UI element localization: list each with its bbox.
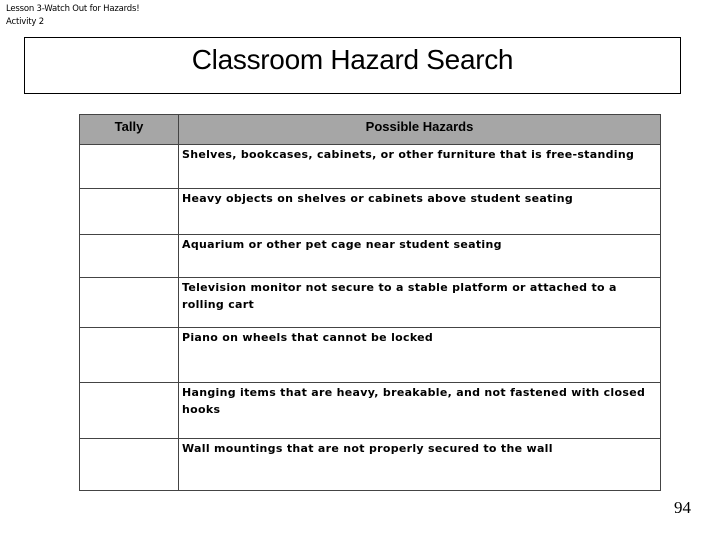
page-number: 94 [674,498,691,517]
tally-cell[interactable] [80,235,179,278]
title-box [24,37,681,94]
column-header-hazards: Possible Hazards [179,115,661,145]
activity-label: Activity 2 [6,17,44,27]
hazard-cell: Heavy objects on shelves or cabinets above student seating [179,189,661,235]
column-header-tally: Tally [80,115,179,145]
hazard-cell: Wall mountings that are not properly secured to the wall [179,439,661,491]
lesson-label: Lesson 3-Watch Out for Hazards! [6,4,140,14]
hazard-cell: Piano on wheels that cannot be locked [179,328,661,383]
table-row [80,439,661,491]
hazard-cell: Aquarium or other pet cage near student seating [179,235,661,278]
tally-cell[interactable] [80,439,179,491]
table-row [80,383,661,439]
table-row [80,328,661,383]
table-row [80,278,661,328]
tally-cell[interactable] [80,383,179,439]
table-row [80,235,661,278]
hazard-cell: Shelves, bookcases, cabinets, or other furniture that is free-standing [179,145,661,189]
page-title: Classroom Hazard Search [191,44,514,75]
table-row [80,145,661,189]
hazard-cell: Hanging items that are heavy, breakable, and not fastened with closed hooks [179,383,661,439]
hazard-cell: Television monitor not secure to a stable platform or attached to a rolling cart [179,278,661,328]
tally-cell[interactable] [80,328,179,383]
tally-cell[interactable] [80,278,179,328]
table-row [80,189,661,235]
header-note [6,3,139,29]
hazard-table [79,114,661,491]
tally-cell[interactable] [80,189,179,235]
table-header-row [80,115,661,145]
tally-cell[interactable] [80,145,179,189]
